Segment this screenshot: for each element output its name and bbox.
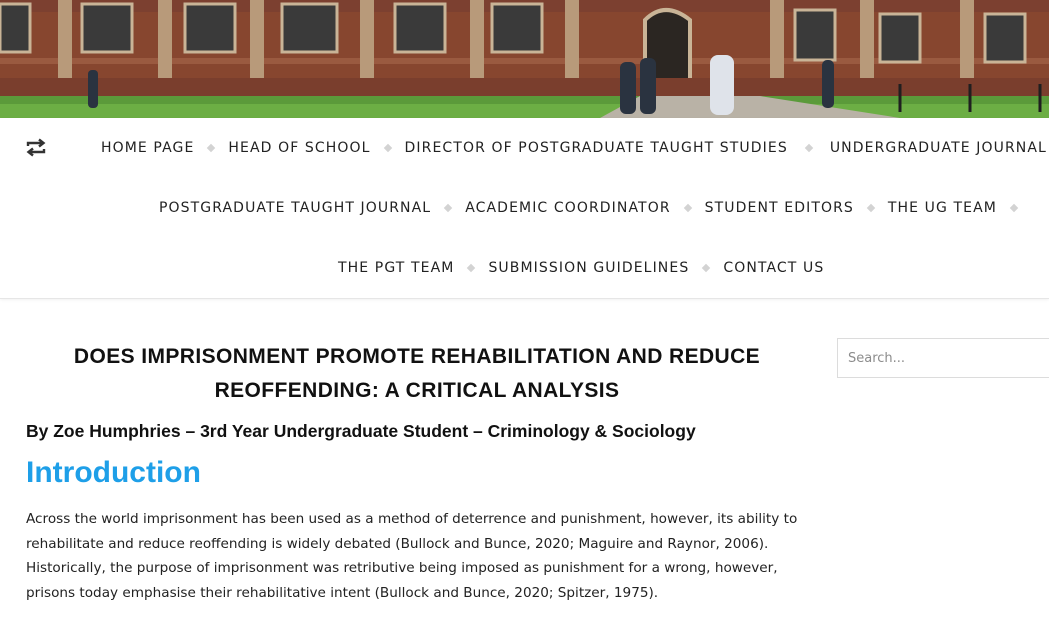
- nav-separator: [702, 264, 710, 272]
- nav-item-academic-coordinator[interactable]: ACADEMIC COORDINATOR: [465, 200, 671, 216]
- nav-separator: [683, 204, 691, 212]
- article-byline: By Zoe Humphries – 3rd Year Undergraduate Student – Criminology & Sociology: [26, 421, 696, 441]
- nav-item-undergraduate-journal[interactable]: UNDERGRADUATE JOURNAL: [829, 140, 1047, 156]
- main-navigation: [0, 118, 1049, 299]
- nav-item-the-pgt-team[interactable]: THE PGT TEAM: [338, 260, 455, 276]
- article-title: DOES IMPRISONMENT PROMOTE REHABILITATION AND REDUCE REOFFENDING: A CRITICAL ANALYSIS: [73, 345, 761, 402]
- nav-separator: [867, 204, 875, 212]
- search-input[interactable]: [837, 338, 1049, 378]
- nav-row-1: [0, 118, 1049, 178]
- nav-item-submission-guidelines[interactable]: SUBMISSION GUIDELINES: [488, 260, 690, 276]
- nav-item-the-ug-team[interactable]: THE UG TEAM: [887, 200, 997, 216]
- nav-item-director-pgt-studies[interactable]: DIRECTOR OF POSTGRADUATE TAUGHT STUDIES: [404, 140, 788, 156]
- nav-item-head-of-school[interactable]: HEAD OF SCHOOL: [228, 140, 371, 156]
- nav-separator: [805, 144, 813, 152]
- nav-item-home-page[interactable]: HOME PAGE: [101, 140, 195, 156]
- nav-row-2: [0, 178, 1049, 238]
- nav-row-3: [0, 238, 1049, 298]
- nav-separator: [207, 144, 215, 152]
- section-heading-introduction: Introduction: [26, 456, 201, 489]
- nav-separator: [444, 204, 452, 212]
- nav-item-contact-us[interactable]: CONTACT US: [723, 260, 825, 276]
- header-banner-image: [0, 0, 1049, 118]
- nav-separator: [1010, 204, 1018, 212]
- nav-item-postgraduate-taught-journal[interactable]: POSTGRADUATE TAUGHT JOURNAL: [159, 200, 432, 216]
- article-paragraph: Across the world imprisonment has been used as a method of deterrence and punishment, however, its ability to rehabilitate and reduce reoffending is widely debated (Bullock and Bunce, 2020; Maguire and Raynor, 2006). Historically, the purpose of imprisonment was retributive being imposed as punishment for a wrong, however, prisons today emphasise their rehabilitative intent (Bullock and Bunce, 2020; Spitzer, 1975).: [26, 511, 798, 602]
- nav-separator: [467, 264, 475, 272]
- building-photo: [0, 0, 1049, 118]
- nav-item-student-editors[interactable]: STUDENT EDITORS: [704, 200, 854, 216]
- nav-separator: [383, 144, 391, 152]
